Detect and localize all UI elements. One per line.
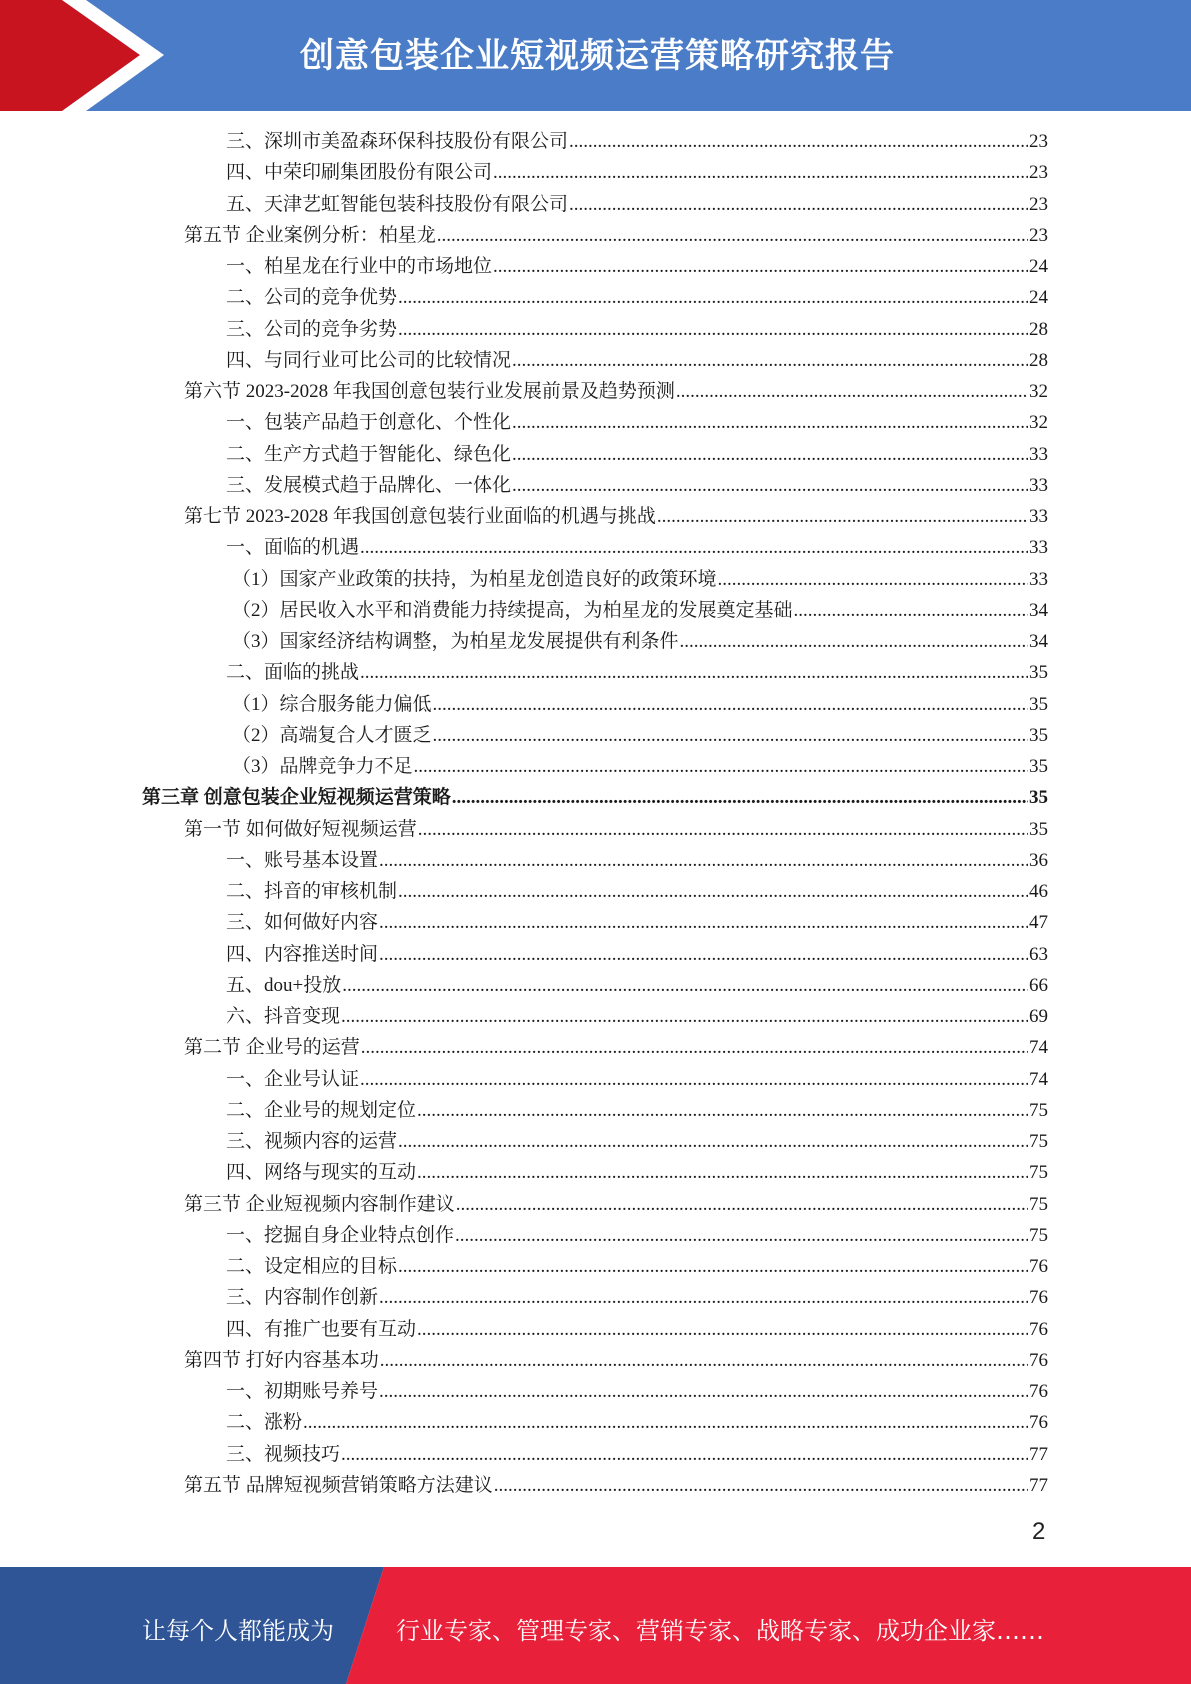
toc-entry[interactable] [226,907,1048,938]
toc-entry[interactable] [226,189,1048,220]
toc-leader-dots [569,126,1028,157]
toc-entry[interactable] [184,814,1048,845]
toc-entry-page: 35 [1029,756,1048,777]
toc-leader-dots [379,1282,1028,1313]
toc-entry-title: （3）品牌竞争力不足 [232,756,413,777]
toc-leader-dots [380,1345,1028,1376]
toc-entry-page: 76 [1029,1349,1048,1371]
toc-entry[interactable] [226,876,1048,907]
toc-entry[interactable] [232,720,1048,751]
toc-entry-page: 33 [1029,443,1048,465]
toc-entry-title: 二、公司的竞争优势 [226,287,398,309]
toc-entry[interactable] [184,501,1048,532]
toc-entry-page: 77 [1029,1474,1048,1496]
toc-entry[interactable] [142,782,1048,813]
toc-entry[interactable] [226,657,1048,688]
toc-entry-page: 74 [1029,1068,1048,1090]
toc-leader-dots [569,189,1028,220]
toc-entry-title: 第五节 品牌短视频营销策略方法建议 [184,1474,493,1496]
toc-entry[interactable] [184,1032,1048,1063]
toc-leader-dots [493,157,1028,188]
toc-entry-title: 五、dou+投放 [226,974,342,996]
toc-entry-title: （1）综合服务能力偏低 [232,693,432,715]
toc-entry[interactable] [226,314,1048,345]
toc-leader-dots [418,814,1028,845]
toc-leader-dots [360,532,1028,563]
toc-entry[interactable] [226,939,1048,970]
toc-entry-page: 33 [1029,506,1048,527]
toc-entry-page: 35 [1029,693,1048,715]
toc-entry-title: 四、内容推送时间 [226,943,379,965]
toc-entry-title: 四、中荣印刷集团股份有限公司 [226,162,493,184]
toc-leader-dots [341,1439,1028,1470]
toc-leader-dots [417,1157,1028,1188]
toc-leader-dots [494,1470,1028,1501]
toc-entry-page: 34 [1029,631,1048,652]
toc-entry[interactable] [226,1314,1048,1345]
toc-entry[interactable] [226,126,1048,157]
toc-entry[interactable] [226,470,1048,501]
toc-leader-dots [718,564,1028,595]
footer-slogan-left: 让每个人都能成为 [142,1617,334,1645]
toc-leader-dots [512,439,1028,470]
toc-leader-dots [433,720,1028,751]
toc-entry-page: 33 [1029,474,1048,496]
toc-entry-page: 75 [1029,1099,1048,1121]
toc-entry-title: 四、有推广也要有互动 [226,1318,417,1340]
toc-entry[interactable] [226,1251,1048,1282]
toc-entry[interactable] [226,1095,1048,1126]
toc-entry[interactable] [184,1189,1048,1220]
toc-entry[interactable] [232,564,1048,595]
page-number: 2 [1032,1518,1046,1545]
page-header [0,0,1191,111]
toc-leader-dots [417,1095,1028,1126]
toc-entry[interactable] [226,1064,1048,1095]
toc-leader-dots [379,939,1028,970]
toc-leader-dots [342,970,1028,1001]
toc-entry-title: 五、天津艺虹智能包装科技股份有限公司 [226,193,569,215]
toc-entry-title: 第六节 2023-2028 年我国创意包装行业发展前景及趋势预测 [184,381,675,402]
toc-entry-page: 76 [1029,1287,1048,1309]
toc-entry-title: 第三章 创意包装企业短视频运营策略 [142,787,451,809]
toc-entry-page: 75 [1029,1162,1048,1184]
toc-entry-title: （3）国家经济结构调整，为柏星龙发展提供有利条件 [232,631,679,652]
toc-entry[interactable] [226,1157,1048,1188]
toc-entry[interactable] [226,1407,1048,1438]
toc-entry-page: 69 [1029,1006,1048,1027]
toc-entry-page: 66 [1029,974,1048,996]
page-footer [0,1567,1191,1684]
toc-entry-title: （2）高端复合人才匮乏 [232,724,432,746]
toc-entry-title: 第四节 打好内容基本功 [184,1349,379,1371]
toc-entry-title: 二、面临的挑战 [226,662,360,684]
toc-entry-title: 四、与同行业可比公司的比较情况 [226,349,512,371]
toc-entry[interactable] [226,1282,1048,1313]
toc-entry-page: 63 [1029,943,1048,965]
toc-entry-title: 一、面临的机遇 [226,537,360,559]
toc-leader-dots [657,501,1028,532]
toc-leader-dots [303,1407,1028,1438]
toc-entry-page: 76 [1029,1318,1048,1340]
toc-entry[interactable] [226,345,1048,376]
toc-entry-page: 46 [1029,881,1048,902]
toc-leader-dots [676,376,1028,407]
toc-entry-page: 47 [1029,912,1048,934]
toc-entry-title: （2）居民收入水平和消费能力持续提高，为柏星龙的发展奠定基础 [232,599,793,621]
toc-entry-page: 75 [1029,1224,1048,1246]
toc-entry-title: 二、抖音的审核机制 [226,881,398,902]
toc-entry-title: 一、账号基本设置 [226,849,379,871]
toc-entry-page: 28 [1029,318,1048,340]
toc-entry-page: 76 [1029,1256,1048,1277]
toc-entry[interactable] [232,626,1048,657]
toc-entry-page: 33 [1029,537,1048,559]
toc-leader-dots [398,876,1028,907]
toc-entry-title: 第七节 2023-2028 年我国创意包装行业面临的机遇与挑战 [184,506,656,527]
toc-entry-page: 23 [1029,162,1048,184]
toc-leader-dots [398,282,1028,313]
toc-entry[interactable] [226,439,1048,470]
toc-entry[interactable] [226,970,1048,1001]
toc-entry-title: 一、初期账号养号 [226,1381,379,1402]
toc-entry-page: 35 [1029,662,1048,684]
toc-entry-page: 76 [1029,1381,1048,1402]
toc-leader-dots [379,907,1028,938]
toc-entry-title: 一、挖掘自身企业特点创作 [226,1224,455,1246]
toc-entry-page: 23 [1029,131,1048,152]
toc-leader-dots [360,1064,1028,1095]
toc-entry-title: 一、柏星龙在行业中的市场地位 [226,256,493,277]
toc-leader-dots [512,345,1028,376]
toc-leader-dots [341,1001,1028,1032]
toc-entry-page: 75 [1029,1193,1048,1215]
toc-entry-title: 三、发展模式趋于品牌化、一体化 [226,474,512,496]
toc-leader-dots [379,845,1028,876]
toc-entry-page: 74 [1029,1037,1048,1059]
toc-entry[interactable] [232,689,1048,720]
toc-entry-title: 二、企业号的规划定位 [226,1099,417,1121]
toc-entry-title: 六、抖音变现 [226,1006,341,1027]
toc-leader-dots [398,1126,1028,1157]
toc-leader-dots [794,595,1028,626]
report-title: 创意包装企业短视频运营策略研究报告 [300,36,895,76]
toc-entry-page: 77 [1029,1443,1048,1465]
toc-leader-dots [361,1032,1028,1063]
toc-entry-title: 四、网络与现实的互动 [226,1162,417,1184]
toc-entry-title: 一、包装产品趋于创意化、个性化 [226,412,512,434]
toc-entry-page: 36 [1029,849,1048,871]
toc-entry-page: 24 [1029,287,1048,309]
toc-leader-dots [680,626,1028,657]
toc-entry[interactable] [226,1220,1048,1251]
toc-entry-title: 一、企业号认证 [226,1068,360,1090]
toc-entry-title: 三、内容制作创新 [226,1287,379,1309]
toc-entry[interactable] [226,157,1048,188]
toc-entry[interactable] [226,282,1048,313]
toc-entry-title: 三、视频内容的运营 [226,1131,398,1152]
toc-entry-page: 75 [1029,1131,1048,1152]
toc-leader-dots [398,1251,1028,1282]
toc-leader-dots [455,1220,1028,1251]
toc-entry[interactable] [184,1470,1048,1501]
toc-entry[interactable] [184,1345,1048,1376]
toc-entry-page: 23 [1029,193,1048,215]
toc-leader-dots [493,251,1028,282]
toc-entry-title: 二、生产方式趋于智能化、绿色化 [226,443,512,465]
toc-entry-title: 第二节 企业号的运营 [184,1037,360,1059]
toc-entry-page: 35 [1029,724,1048,746]
toc-entry[interactable] [226,407,1048,438]
toc-leader-dots [512,470,1028,501]
toc-entry-title: 三、深圳市美盈森环保科技股份有限公司 [226,131,569,152]
toc-entry-title: 三、如何做好内容 [226,912,379,934]
toc-entry-title: 第三节 企业短视频内容制作建议 [184,1193,455,1215]
toc-entry-page: 34 [1029,599,1048,621]
toc-entry[interactable] [226,1439,1048,1470]
toc-entry[interactable] [226,532,1048,563]
toc-entry[interactable] [226,1001,1048,1032]
toc-entry[interactable] [226,845,1048,876]
toc-leader-dots [456,1189,1028,1220]
toc-entry-title: 第一节 如何做好短视频运营 [184,818,417,840]
footer-slogan-right: 行业专家、管理专家、营销专家、战略专家、成功企业家…… [396,1617,1044,1645]
toc-leader-dots [417,1314,1028,1345]
toc-leader-dots [437,220,1028,251]
toc-entry[interactable] [226,251,1048,282]
toc-entry[interactable] [232,751,1048,782]
toc-leader-dots [512,407,1028,438]
toc-entry-page: 76 [1029,1412,1048,1434]
toc-entry[interactable] [226,1126,1048,1157]
toc-entry-page: 35 [1029,787,1048,809]
toc-leader-dots [360,657,1028,688]
toc-entry-page: 33 [1029,568,1048,590]
toc-entry-page: 35 [1029,818,1048,840]
toc-entry-page: 32 [1029,381,1048,402]
toc-entry-title: 第五节 企业案例分析：柏星龙 [184,224,436,246]
toc-entry-page: 32 [1029,412,1048,434]
toc-entry[interactable] [184,220,1048,251]
toc-leader-dots [414,751,1028,782]
toc-entry-page: 23 [1029,224,1048,246]
toc-entry[interactable] [232,595,1048,626]
toc-entry-page: 24 [1029,256,1048,277]
toc-leader-dots [433,689,1028,720]
toc-entry[interactable] [226,1376,1048,1407]
toc-entry-title: （1）国家产业政策的扶持，为柏星龙创造良好的政策环境 [232,568,717,590]
toc-entry-page: 28 [1029,349,1048,371]
toc-leader-dots [398,314,1028,345]
toc-entry-title: 二、设定相应的目标 [226,1256,398,1277]
toc-entry-title: 三、视频技巧 [226,1443,341,1465]
toc-entry-title: 三、公司的竞争劣势 [226,318,398,340]
toc-entry-title: 二、涨粉 [226,1412,303,1434]
toc-leader-dots [452,782,1028,813]
toc-entry[interactable] [184,376,1048,407]
toc-leader-dots [379,1376,1028,1407]
